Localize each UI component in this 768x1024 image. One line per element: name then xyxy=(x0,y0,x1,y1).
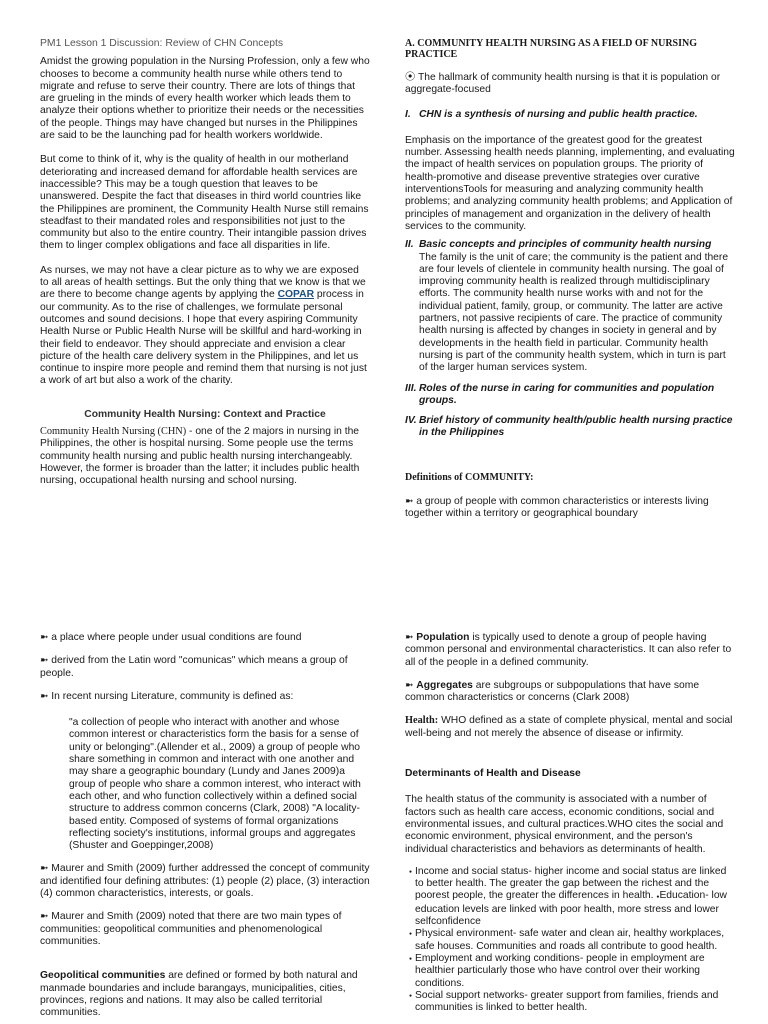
arrow-bullet-icon: ➼ xyxy=(40,632,49,643)
bullet-dot-icon: ● xyxy=(409,955,413,962)
community-quote: "a collection of people who interact with another and whose common interest or characteristics form the basis for a sense of unity or belonging".(Allender et al., 2009) a group of people who share something in common and interact with one another and may share a geographic boundary (Lundy and Janes 2009)a group of people who share a common interest, who interact with each other, and who function collectively within a defined social structure to address common concerns (Clark, 2008) "A locality-based entity. Composed of systems of formal organizations reflecting society's institutions, informal groups and aggregates (Shuster and Goeppinger,2008) xyxy=(69,717,361,852)
arrow-bullet-icon: ➼ xyxy=(40,690,49,702)
section-a-heading: A. COMMUNITY HEALTH NURSING AS A FIELD OF NURSING PRACTICE xyxy=(405,38,697,60)
document-title: PM1 Lesson 1 Discussion: Review of CHN Concepts xyxy=(40,38,284,49)
item-iii-number: III. xyxy=(405,382,417,394)
health-text: WHO defined as a state of complete physical, mental and social well-being and not merely the absence of disease or infirmity. xyxy=(405,715,733,739)
item-i-heading xyxy=(405,109,735,121)
copar-link[interactable]: COPAR xyxy=(277,289,314,301)
item-ii-body: The family is the unit of care; the community is the patient and there are four levels of clientele in community health nursing. The goal of improving community health is realized through multidisciplinary efforts. The community health nurse works with and not for the individual patient, family, group, or community. The latter are active partners, not passive recipients of care. The practice of community health nursing is affected by changes in society in general and by developments in the health field in particular. Community health nursing is part of the community health system, which in turn is part of the larger human services system. xyxy=(419,251,729,374)
community-bullet-5 xyxy=(40,911,370,948)
determinant-social-support xyxy=(405,990,735,1015)
community-bullet-1 xyxy=(40,632,370,644)
chn-definition-text: - one of the 2 majors in nursing in the Philippines, the other is hospital nursing. Some people use the terms community health nursing and public health nursing interchangeably. However, the former is broader than the latter; it includes public health nursing, occupational health nursing and school nursing. xyxy=(40,426,360,487)
aggregates-text: are subgroups or subpopulations that have some common characteristics or concerns (Clark 2008) xyxy=(405,679,700,704)
intro-paragraph-2: But come to think of it, why is the quality of health in our motherland deteriorating and increased demand for affordable health services are inaccessible? This may be a tough question that leaves to be unanswered. Despite the fact that diseases in third world countries like the Philippines are prominent, the Community Health Nurse still remains steadfast to their mandated roles and responsibilities not just to the community but also to the entire country. Their intangible passion drives them to linger complex obligations and face all disparities in life. xyxy=(40,154,369,252)
definitions-heading: Definitions of COMMUNITY: xyxy=(405,471,534,483)
item-i-number: I. xyxy=(405,108,411,120)
bullet-1-text: a place where people under usual conditions are found xyxy=(51,632,302,643)
left-top-column xyxy=(40,38,370,488)
bullet-dot-icon: ● xyxy=(409,931,413,938)
population-definition xyxy=(405,632,735,669)
right-bottom-column xyxy=(405,632,735,1014)
determinant-social-support-text: Social support networks- greater support from families, friends and communities is linked to better health. xyxy=(415,989,719,1014)
item-iv-text: Brief history of community health/public health nursing practice in the Philippines xyxy=(419,415,733,439)
hallmark-item xyxy=(405,72,735,97)
determinant-employment-text: Employment and working conditions- people in employment are healthier particularly those who have control over their working conditions. xyxy=(415,952,705,989)
item-ii-number: II. xyxy=(405,239,414,251)
bullet-dot-icon: ● xyxy=(656,894,660,901)
item-iii-heading xyxy=(405,383,735,408)
determinants-heading: Determinants of Health and Disease xyxy=(405,768,581,780)
bullet-5-text: Maurer and Smith (2009) noted that there are two main types of communities: geopolitical communities and phenomenological communities. xyxy=(40,911,342,947)
determinant-employment xyxy=(405,953,735,990)
geopolitical-text: are defined or formed by both natural and manmade boundaries and include barangays, municipalities, cities, provinces, regions and nations. It may also be called territorial communities. xyxy=(40,970,358,1019)
item-i-text: CHN is a synthesis of nursing and public health practice. xyxy=(419,108,698,120)
paragraph-3-start: As nurses, we may not have a clear picture as to why we are exposed to all areas of health settings. But the only thing that we know is that we are there to become change agents by applying the xyxy=(40,264,366,301)
community-bullet-3 xyxy=(40,691,370,703)
radio-bullet-icon: ⦿ xyxy=(405,72,416,83)
determinant-physical-text: Physical environment- safe water and clean air, healthy workplaces, safe houses. Communities and roads all contribute to good health. xyxy=(415,928,725,952)
chn-definition xyxy=(40,426,370,487)
population-text: is typically used to denote a group of people having common personal and environmental characteristics. It can also refer to all of the people in a defined community. xyxy=(405,632,732,668)
geopolitical-definition xyxy=(40,970,370,1019)
determinant-physical xyxy=(405,928,735,953)
aggregates-term: Aggregates xyxy=(416,679,473,691)
bullet-dot-icon: ● xyxy=(409,868,413,875)
item-iii-text: Roles of the nurse in caring for communities and population groups. xyxy=(419,382,715,406)
bullet-4-text: Maurer and Smith (2009) further addressed the concept of community and identified four defining attributes: (1) people (2) place, (3) interaction (4) common characteristics, interests, or goals. xyxy=(40,863,370,900)
arrow-bullet-icon: ➼ xyxy=(40,863,49,875)
section-subheading: Community Health Nursing: Context and Practice xyxy=(84,408,326,420)
community-bullet-2 xyxy=(40,655,370,680)
health-definition xyxy=(405,715,735,740)
item-iv-number: IV. xyxy=(405,415,417,427)
community-bullet-4 xyxy=(40,863,370,900)
definition-1-text: a group of people with common characteristics or interests living together within a territory or geographical boundary xyxy=(405,495,709,520)
determinant-income xyxy=(405,866,735,928)
intro-paragraph-3 xyxy=(40,265,370,388)
determinants-body: The health status of the community is associated with a number of factors such as health care access, economic conditions, social and environmental issues, and cultural practices.WHO cites the social and economic environment, physical environment, and the person's individual characteristics and behaviors as determinants of health. xyxy=(405,794,724,855)
right-top-column xyxy=(405,38,735,520)
arrow-bullet-icon: ➼ xyxy=(405,679,414,691)
determinant-education-text: Education- low education levels are linked with poor health, more stress and lower selfconfidence xyxy=(415,890,727,928)
bullet-dot-icon: ● xyxy=(409,992,413,999)
bullet-2-text: derived from the Latin word "comunicas" which means a group of people. xyxy=(40,655,348,679)
item-iv-heading xyxy=(405,415,735,440)
geopolitical-term: Geopolitical communities xyxy=(40,970,166,982)
item-ii-text: Basic concepts and principles of community health nursing xyxy=(419,239,712,251)
arrow-bullet-icon: ➼ xyxy=(405,632,414,643)
arrow-bullet-icon: ➼ xyxy=(405,495,414,507)
paragraph-3-end: process in our community. As to the rise of challenges, we formulate personal outcomes and sound decisions. I hope that every aspiring Community Health Nurse or Public Health Nurse will be skillful and hard-working in their field to endeavor. They should appreciate and envision a clear picture of the health care delivery system in the Philippines, and let us continue to inspire more people and remind them that nursing is not just a work of art but also a work of the charity. xyxy=(40,289,367,387)
aggregates-definition xyxy=(405,680,735,705)
bullet-3-text: In recent nursing Literature, community is defined as: xyxy=(51,690,294,702)
determinant-income-text: Income and social status- higher income and social status are linked to better health. The greater the gap between the richest and the poorest people, the greater the differences in health. xyxy=(415,865,727,902)
item-ii-heading xyxy=(405,239,735,251)
left-bottom-column xyxy=(40,632,370,1019)
emphasis-paragraph: Emphasis on the importance of the greatest good for the greatest number. Assessing health needs planning, implementing, and evaluating the impact of health services on population groups. The priority of health-promotive and disease preventive strategies over curative interventionsTools for measuring and analyzing community health problems; and analyzing community health problems; and Application of principles of management and organization in the delivery of health services to the community. xyxy=(405,134,735,232)
arrow-bullet-icon: ➼ xyxy=(40,655,49,667)
health-term: Health: xyxy=(405,715,439,727)
population-term: Population xyxy=(416,632,470,643)
hallmark-text: The hallmark of community health nursing is that it is population or aggregate-focused xyxy=(405,72,721,96)
definition-1 xyxy=(405,496,735,521)
arrow-bullet-icon: ➼ xyxy=(40,911,49,923)
intro-paragraph-1: Amidst the growing population in the Nursing Profession, only a few who chooses to become a community health nurse while others tend to migrate and refuse to serve their country. There are lots of things that are grueling in the minds of every health worker which leads them to analyze their options whether to prioritize their needs or the necessities of the people. Things may have changed but nurses in the Philippines are said to be the launching pad for health workers worldwide. xyxy=(40,56,370,142)
chn-term: Community Health Nursing (CHN) xyxy=(40,426,187,438)
